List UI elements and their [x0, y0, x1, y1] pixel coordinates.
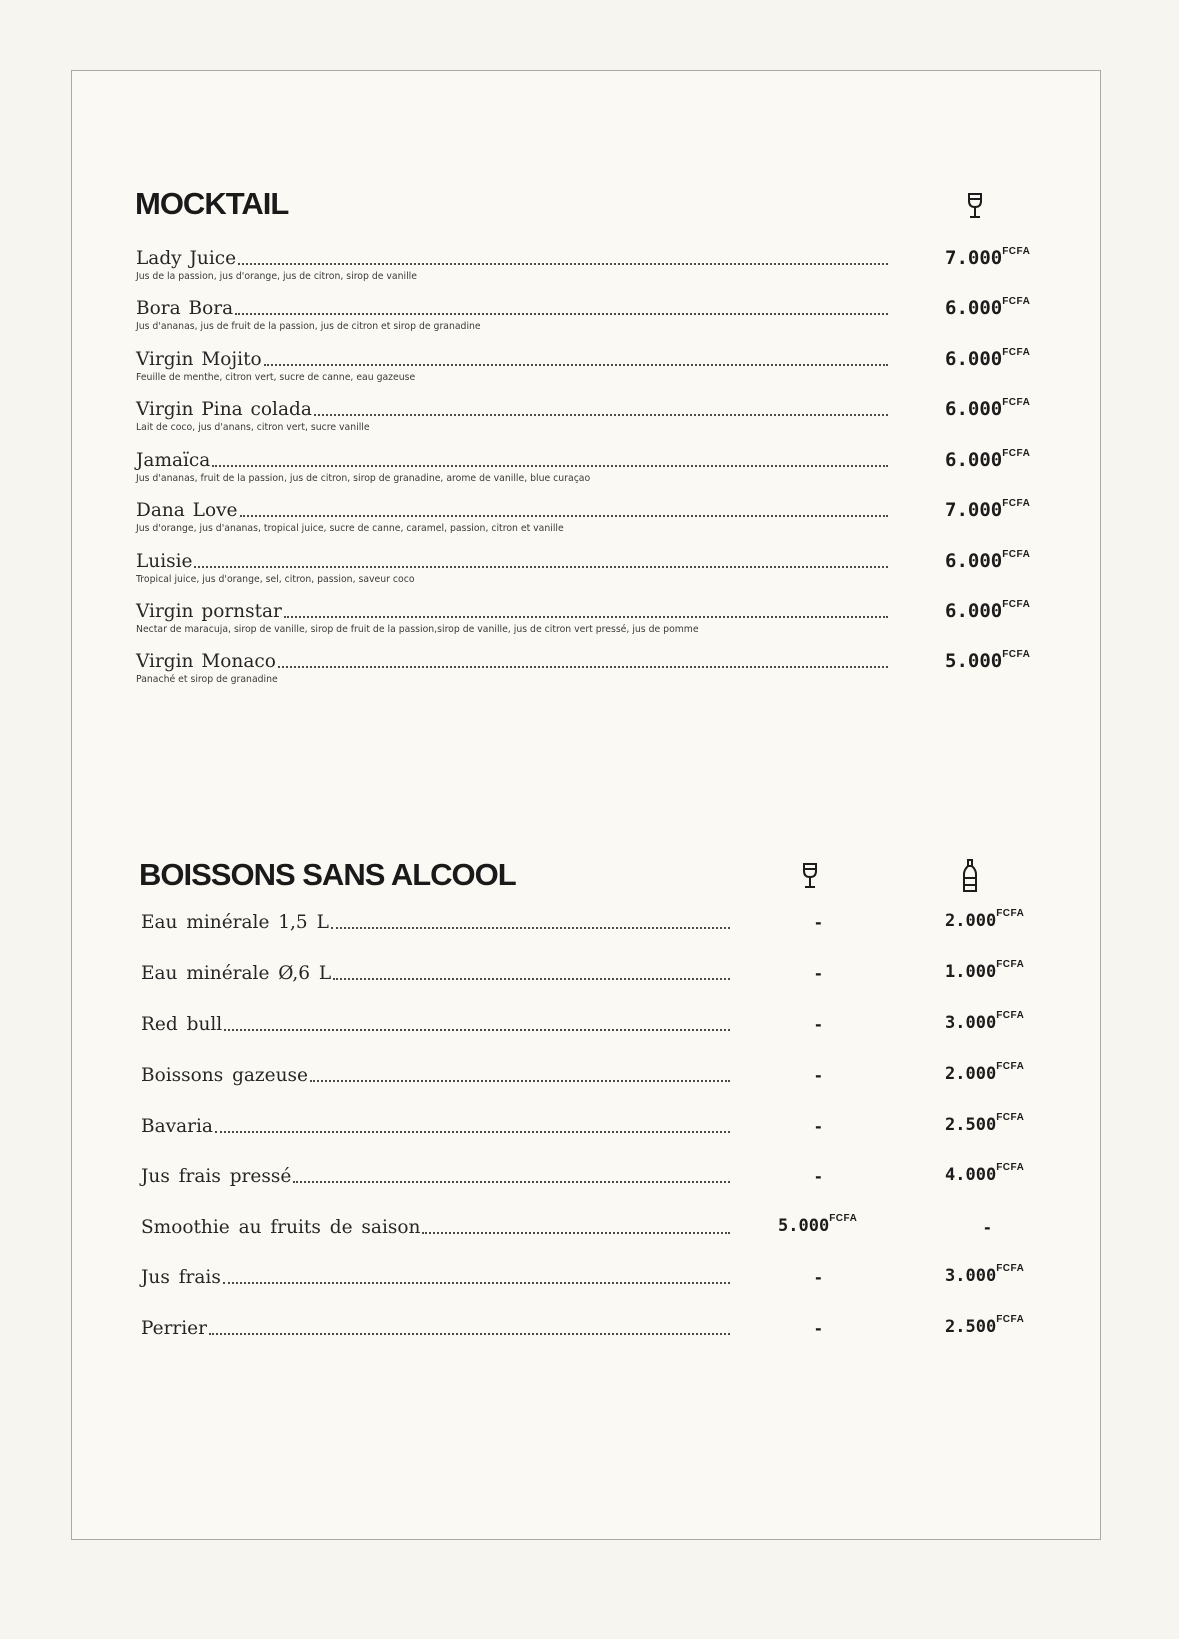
drink-item [141, 1263, 730, 1289]
dot-leader [238, 263, 888, 265]
drink-item [141, 1061, 730, 1087]
mocktail-item-description: Jus d'ananas, jus de fruit de la passion, jus de citron et sirop de granadine [136, 321, 481, 332]
drink-item-name: Bavaria [141, 1116, 213, 1137]
currency-unit: FCFA [996, 1112, 1025, 1124]
drink-item-name: Jus frais pressé [141, 1166, 292, 1187]
bottle-price [945, 1112, 1025, 1135]
currency-unit: FCFA [996, 1061, 1025, 1073]
glass-price-none: - [815, 1015, 822, 1034]
drink-item [141, 1314, 730, 1340]
currency-unit: FCFA [829, 1213, 858, 1225]
mocktail-item-price [945, 297, 1030, 319]
price-value: 6.000 [945, 348, 1003, 370]
glass-price-none: - [815, 964, 822, 983]
mocktail-item-name: Virgin Monaco [136, 651, 276, 672]
glass-price-none: - [815, 1066, 822, 1085]
drink-item [141, 1010, 730, 1036]
mocktail-item-description: Feuille de menthe, citron vert, sucre de canne, eau gazeuse [136, 372, 416, 383]
bottle-price [945, 1061, 1025, 1084]
currency-unit: FCFA [1002, 447, 1031, 459]
drink-item [141, 1162, 730, 1188]
price-value: 6.000 [945, 449, 1003, 471]
price-value: 7.000 [945, 499, 1003, 521]
mocktail-item [136, 647, 888, 691]
mocktail-item-row [136, 395, 888, 421]
dot-leader [235, 313, 888, 315]
mocktail-item-row [136, 597, 888, 623]
glass-price [778, 1213, 858, 1236]
currency-unit: FCFA [1002, 396, 1031, 408]
bottle-price [945, 1162, 1025, 1185]
price-value: 6.000 [945, 398, 1003, 420]
price-value: 2.500 [945, 1317, 997, 1337]
drink-item-name: Jus frais [141, 1267, 221, 1288]
wine-glass-icon [967, 192, 983, 220]
mocktail-item-row [136, 547, 888, 573]
dot-leader [215, 1131, 730, 1133]
mocktail-item [136, 496, 888, 540]
mocktail-item-price [945, 247, 1030, 269]
dot-leader [422, 1232, 730, 1234]
dot-leader [224, 1029, 730, 1031]
mocktail-item [136, 244, 888, 288]
glass-price-none: - [815, 913, 822, 932]
currency-unit: FCFA [996, 908, 1025, 920]
bottle-price-none: - [984, 1218, 991, 1237]
bottle-price [945, 1314, 1025, 1337]
price-value: 1.000 [945, 962, 997, 982]
price-value: 2.000 [945, 911, 997, 931]
boissons-heading: BOISSONS SANS ALCOOL [139, 857, 516, 892]
mocktail-item [136, 446, 888, 490]
dot-leader [194, 566, 888, 568]
dot-leader [223, 1282, 730, 1284]
drink-item-name: Perrier [141, 1318, 207, 1339]
mocktail-item-price [945, 449, 1030, 471]
mocktail-heading: MOCKTAIL [135, 186, 289, 221]
currency-unit: FCFA [996, 1263, 1025, 1275]
mocktail-item-description: Lait de coco, jus d'anans, citron vert, sucre vanille [136, 422, 370, 433]
currency-unit: FCFA [996, 1314, 1025, 1326]
mocktail-item-row [136, 446, 888, 472]
currency-unit: FCFA [1002, 548, 1031, 560]
mocktail-item-price [945, 650, 1030, 672]
dot-leader [240, 515, 888, 517]
drink-item [141, 959, 730, 985]
dot-leader [212, 465, 888, 467]
currency-unit: FCFA [1002, 598, 1031, 610]
mocktail-item-description: Panaché et sirop de granadine [136, 674, 278, 685]
drink-item-name: Boissons gazeuse [141, 1065, 308, 1086]
mocktail-item [136, 294, 888, 338]
dot-leader [310, 1080, 730, 1082]
mocktail-item-row [136, 496, 888, 522]
mocktail-item-name: Virgin Mojito [136, 349, 262, 370]
currency-unit: FCFA [996, 959, 1025, 971]
mocktail-item-name: Bora Bora [136, 298, 234, 319]
mocktail-item-description: Jus d'ananas, fruit de la passion, jus de citron, sirop de granadine, arome de vanille, blue curaçao [136, 473, 591, 484]
mocktail-item-name: Virgin Pina colada [136, 399, 312, 420]
drink-item [141, 1213, 730, 1239]
mocktail-item-row [136, 244, 888, 270]
bottle-price [945, 1010, 1025, 1033]
dot-leader [209, 1333, 730, 1335]
price-value: 6.000 [945, 297, 1003, 319]
currency-unit: FCFA [996, 1010, 1025, 1022]
drink-item-name: Eau minérale Ø,6 L [141, 963, 332, 984]
glass-price-none: - [815, 1319, 822, 1338]
dot-leader [314, 414, 888, 416]
bottle-price [945, 908, 1025, 931]
currency-unit: FCFA [1002, 648, 1031, 660]
mocktail-item-price [945, 398, 1030, 420]
dot-leader [284, 616, 888, 618]
dot-leader [278, 666, 888, 668]
mocktail-item-name: Luisie [136, 551, 193, 572]
mocktail-item-description: Tropical juice, jus d'orange, sel, citron, passion, saveur coco [136, 574, 415, 585]
price-value: 6.000 [945, 550, 1003, 572]
bottle-price [945, 1263, 1025, 1286]
price-value: 3.000 [945, 1266, 997, 1286]
dot-leader [293, 1181, 730, 1183]
price-value: 2.000 [945, 1064, 997, 1084]
price-value: 5.000 [945, 650, 1003, 672]
price-value: 7.000 [945, 247, 1003, 269]
price-value: 5.000 [778, 1216, 830, 1236]
price-value: 4.000 [945, 1165, 997, 1185]
dot-leader [333, 978, 730, 980]
drink-item-name: Smoothie au fruits de saison [141, 1217, 421, 1238]
mocktail-item [136, 345, 888, 389]
drink-item [141, 908, 730, 934]
price-value: 6.000 [945, 600, 1003, 622]
currency-unit: FCFA [1002, 346, 1031, 358]
price-value: 3.000 [945, 1013, 997, 1033]
currency-unit: FCFA [1002, 497, 1031, 509]
mocktail-item-row [136, 294, 888, 320]
currency-unit: FCFA [1002, 245, 1031, 257]
dot-leader [264, 364, 888, 366]
mocktail-item-name: Dana Love [136, 500, 238, 521]
mocktail-item-price [945, 348, 1030, 370]
glass-price-none: - [815, 1268, 822, 1287]
drink-item-name: Eau minérale 1,5 L [141, 912, 329, 933]
price-value: 2.500 [945, 1115, 997, 1135]
mocktail-item-name: Lady Juice [136, 248, 237, 269]
mocktail-item-description: Jus de la passion, jus d'orange, jus de citron, sirop de vanille [136, 271, 417, 282]
glass-price-none: - [815, 1167, 822, 1186]
mocktail-item-row [136, 647, 888, 673]
glass-price-none: - [815, 1117, 822, 1136]
mocktail-item [136, 395, 888, 439]
mocktail-item-price [945, 499, 1030, 521]
currency-unit: FCFA [996, 1162, 1025, 1174]
mocktail-item-description: Nectar de maracuja, sirop de vanille, sirop de fruit de la passion,sirop de vanille, jus de citron vert pressé, jus de pomme [136, 624, 699, 635]
mocktail-item-name: Jamaïca [136, 450, 211, 471]
mocktail-item-price [945, 600, 1030, 622]
mocktail-item-price [945, 550, 1030, 572]
bottle-icon [962, 859, 978, 893]
bottle-price [945, 959, 1025, 982]
mocktail-item [136, 597, 888, 641]
currency-unit: FCFA [1002, 295, 1031, 307]
mocktail-item-row [136, 345, 888, 371]
dot-leader [331, 927, 730, 929]
mocktail-item [136, 547, 888, 591]
drink-item-name: Red bull [141, 1014, 223, 1035]
mocktail-item-description: Jus d'orange, jus d'ananas, tropical juice, sucre de canne, caramel, passion, citron et vanille [136, 523, 564, 534]
wine-glass-icon [802, 862, 818, 890]
drink-item [141, 1112, 730, 1138]
mocktail-item-name: Virgin pornstar [136, 601, 282, 622]
